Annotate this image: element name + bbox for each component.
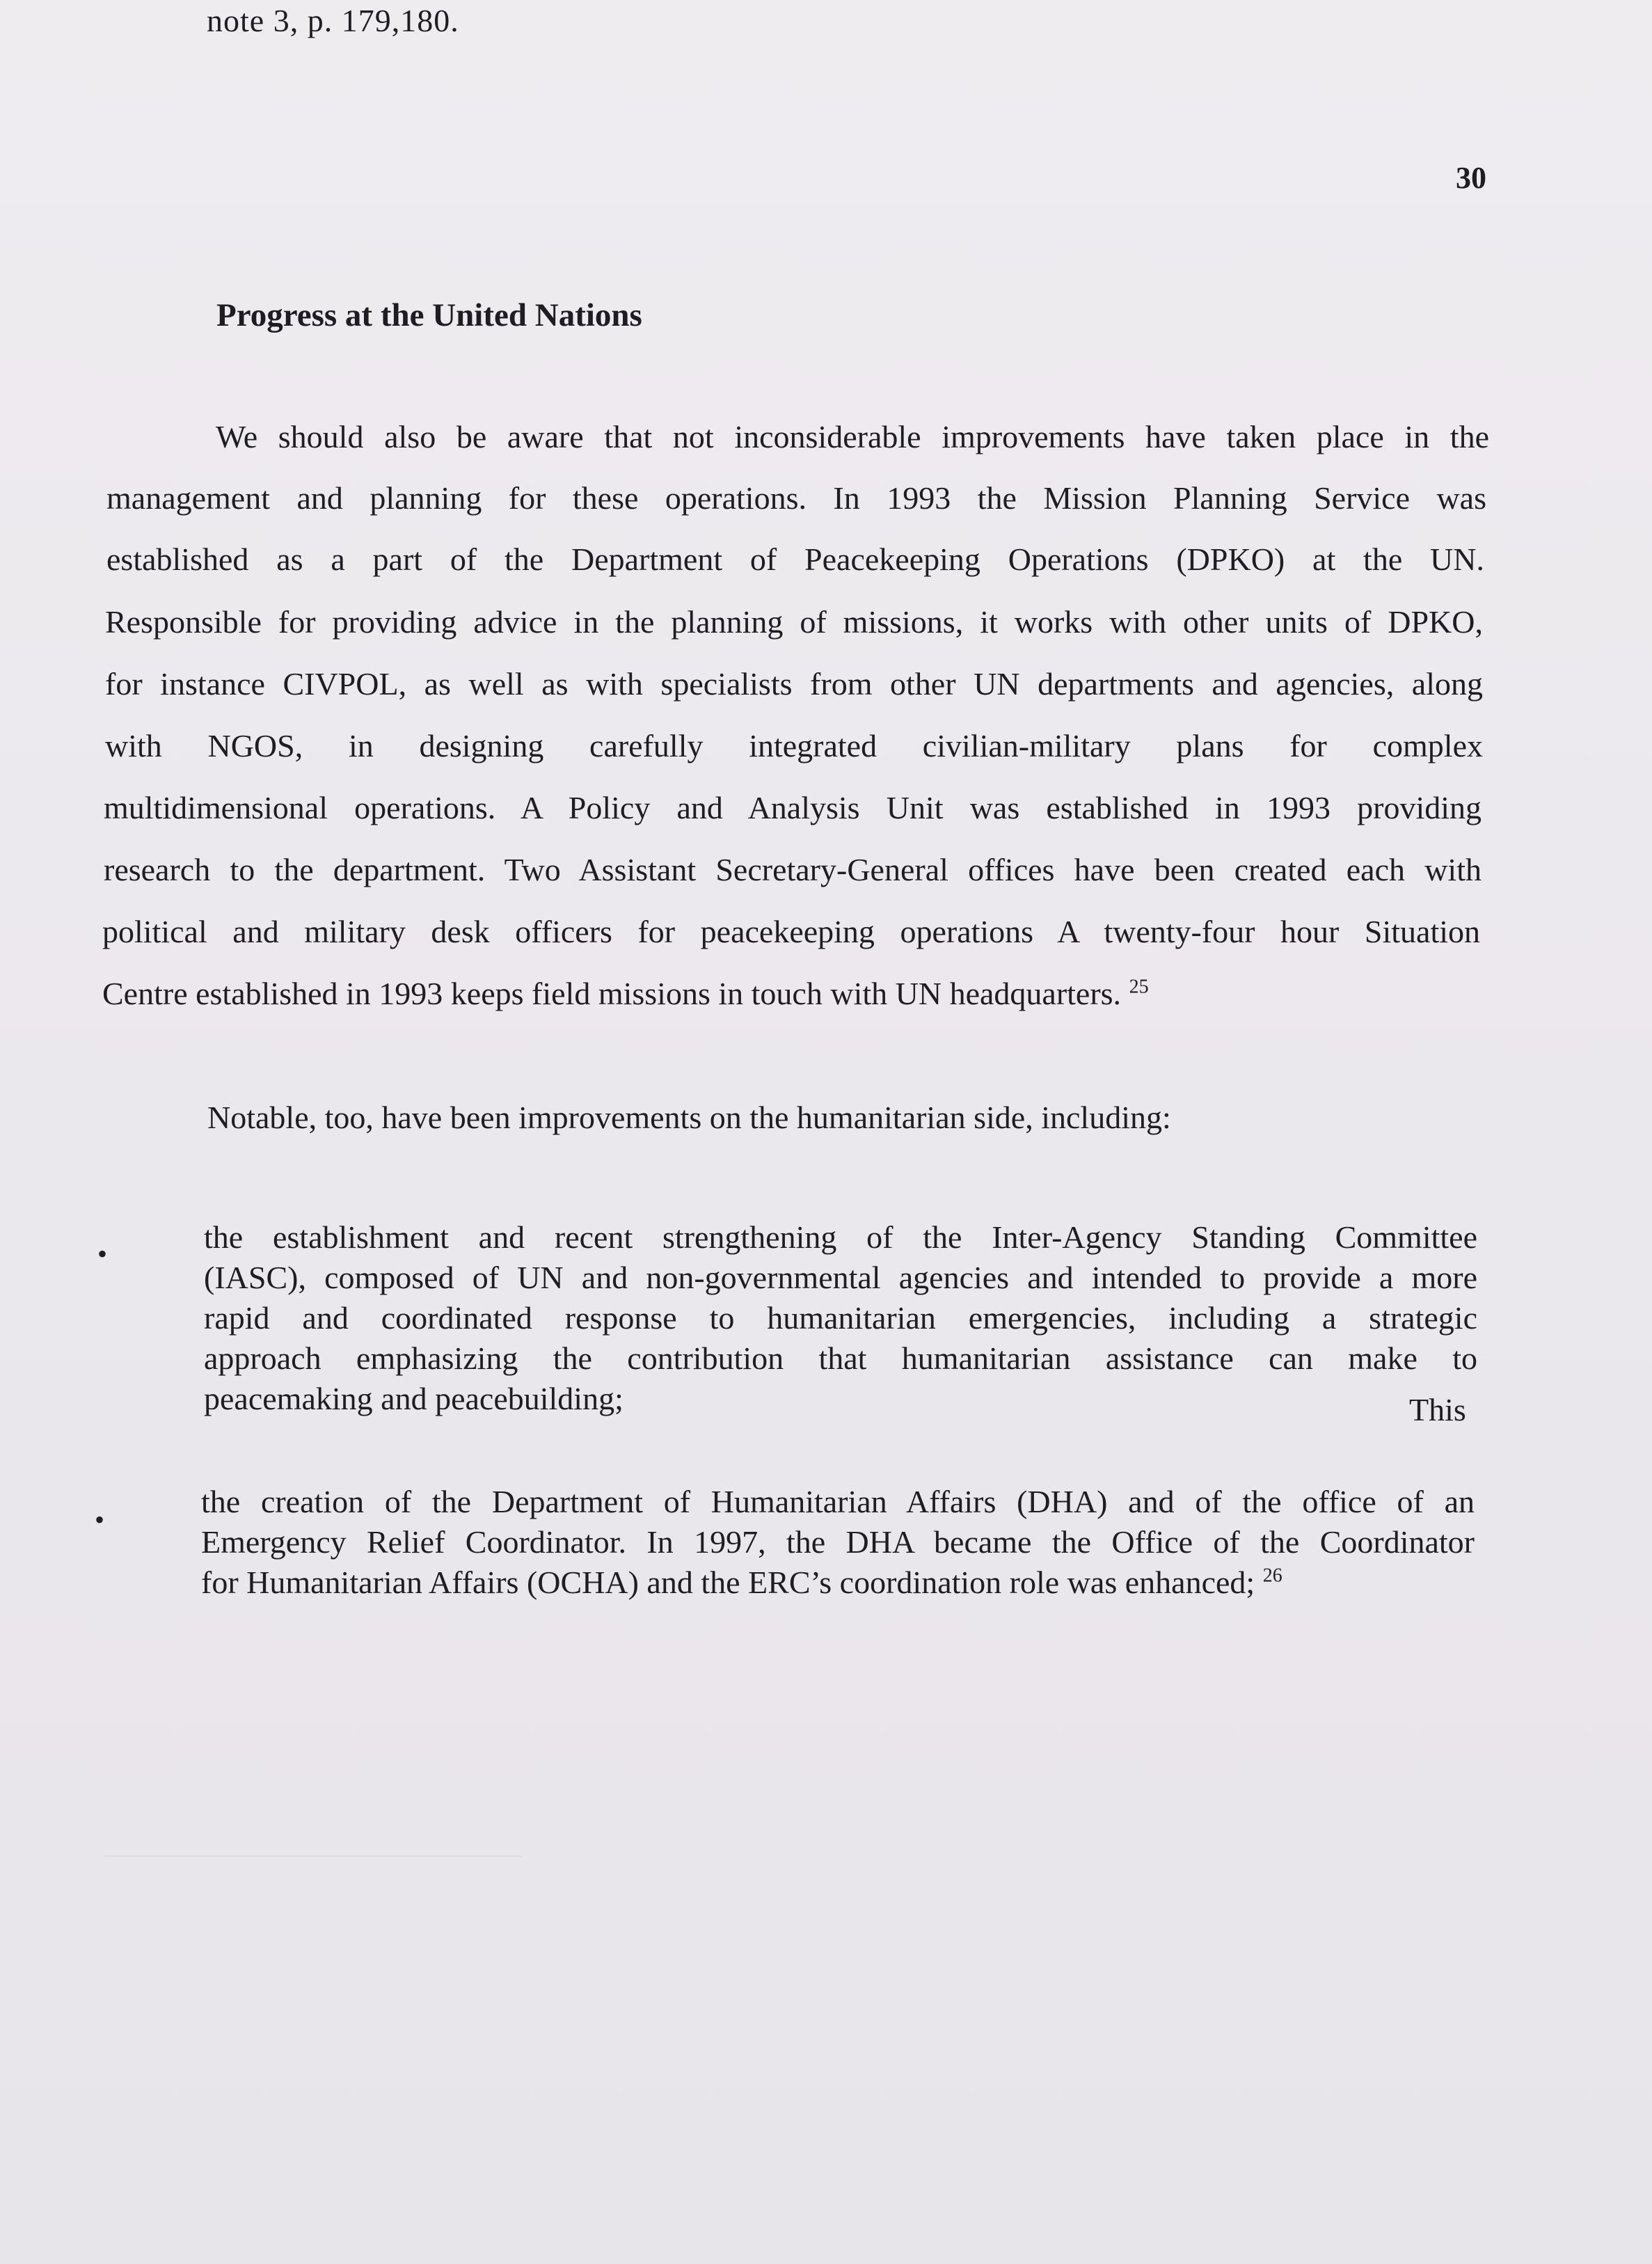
stray-word: This	[1409, 1392, 1466, 1427]
section-heading: Progress at the United Nations	[216, 297, 642, 333]
bullet-marker: •	[95, 1504, 105, 1535]
footnote-reference: 25	[1129, 976, 1149, 998]
paragraph-line: management and planning for these operations. In 1993 the Mission Planning Service was	[106, 480, 1486, 516]
top-note: note 3, p. 179,180.	[207, 3, 459, 38]
bullet-line: rapid and coordinated response to humanitarian emergencies, including a strategic	[204, 1300, 1477, 1336]
bullet-line: Emergency Relief Coordinator. In 1997, the DHA became the Office of the Coordinator	[201, 1524, 1475, 1560]
bullet-line: the creation of the Department of Humanitarian Affairs (DHA) and of the office of an	[201, 1484, 1475, 1519]
paragraph-line: established as a part of the Department of Peacekeeping Operations (DPKO) at the UN.	[106, 541, 1484, 577]
bullet-line: approach emphasizing the contribution that humanitarian assistance can make to	[204, 1340, 1477, 1376]
paragraph-line-text: Centre established in 1993 keeps field missions in touch with UN headquarters.	[102, 976, 1122, 1011]
bullet-line: the establishment and recent strengthening of the Inter-Agency Standing Committee	[204, 1219, 1477, 1255]
paragraph-line: for instance CIVPOL, as well as with specialists from other UN departments and agencies, along	[105, 666, 1483, 702]
bullet-line	[201, 1563, 1282, 1602]
page-number: 30	[1456, 161, 1486, 195]
paragraph-line: political and military desk officers for peacekeeping operations A twenty-four hour Situation	[102, 914, 1480, 949]
paragraph-line: with NGOS, in designing carefully integrated civilian-military plans for complex	[105, 728, 1483, 763]
paragraph-line	[102, 974, 1149, 1013]
bullet-line-text: for Humanitarian Affairs (OCHA) and the ERC’s coordination role was enhanced;	[201, 1565, 1255, 1600]
footnote-rule	[104, 1855, 522, 1857]
footnote-reference: 26	[1262, 1565, 1282, 1587]
paragraph-line: Notable, too, have been improvements on the humanitarian side, including:	[207, 1100, 1171, 1135]
paragraph-line: research to the department. Two Assistant Secretary-General offices have been created each with	[104, 852, 1482, 887]
paragraph-line: Responsible for providing advice in the planning of missions, it works with other units of DPKO,	[105, 604, 1483, 640]
bullet-line: (IASC), composed of UN and non-governmental agencies and intended to provide a more	[204, 1260, 1477, 1295]
bullet-marker: •	[97, 1238, 108, 1269]
paragraph-line: multidimensional operations. A Policy and Analysis Unit was established in 1993 providing	[104, 790, 1482, 825]
paragraph-line: We should also be aware that not inconsiderable improvements have taken place in the	[216, 419, 1489, 454]
bullet-line: peacemaking and peacebuilding;	[204, 1381, 624, 1416]
